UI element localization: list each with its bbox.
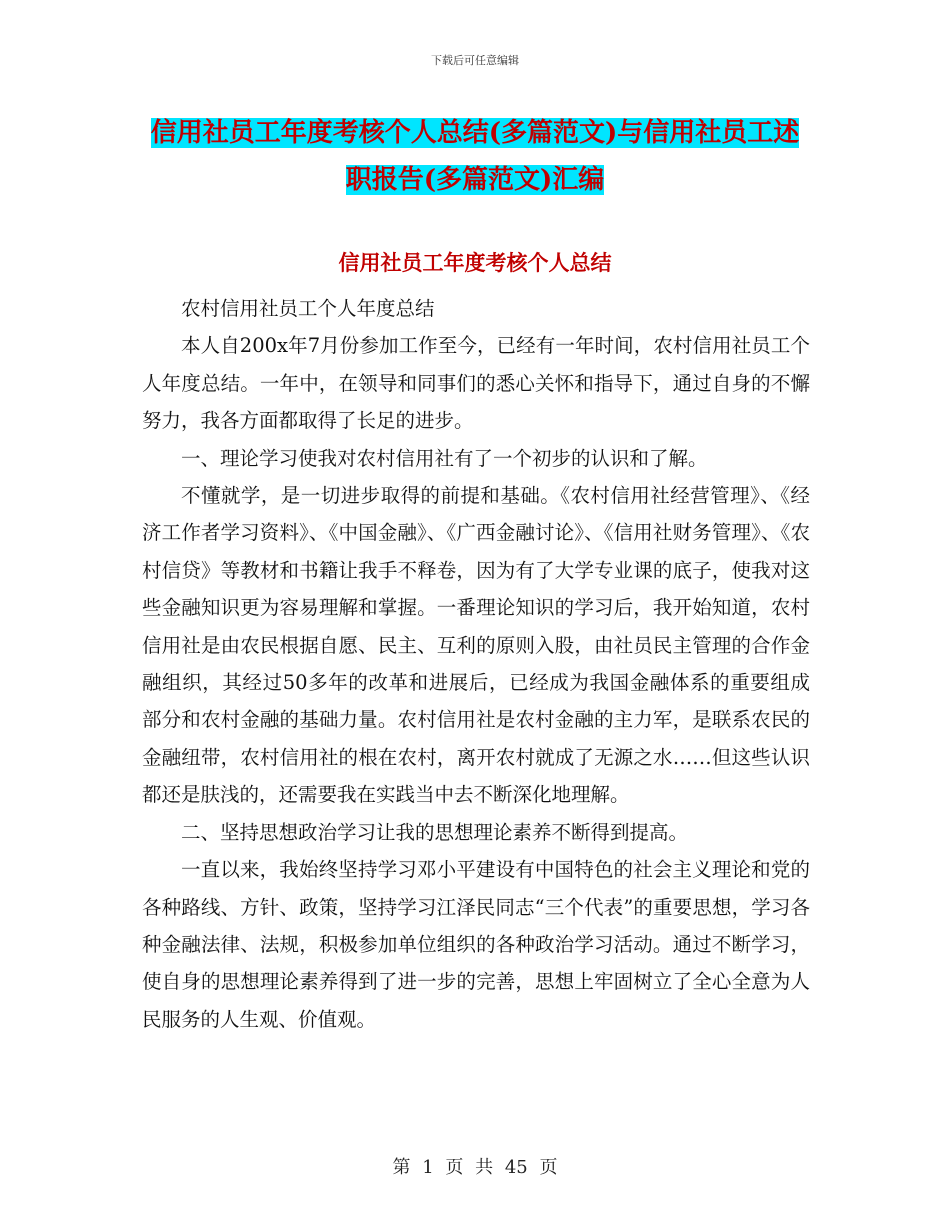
paragraph: 本人自200x年7月份参加工作至今，已经有一年时间，农村信用社员工个人年度总结。一年中，在领导和同事们的悉心关怀和指导下，通过自身的不懈努力，我各方面都取得了长足的进步。 <box>142 334 810 433</box>
page-number-footer: 第 1 页 共 45 页 <box>392 1157 558 1178</box>
paragraph: 不懂就学，是一切进步取得的前提和基础。《农村信用社经营管理》、《经济工作者学习资料》、《中国金融》、《广西金融讨论》、《信用社财务管理》、《农村信贷》等教材和书籍让我手不释卷，因为有了大学专业课的底子，使我对这些金融知识更为容易理解和掌握。一番理论知识的学习后，我开始知道，农村信用社是由农民根据自愿、民主、互利的原则入股，由社员民主管理的合作金融组织，其经过50多年的改革和进展后，已经成为我国金融体系的重要组成部分和农村金融的基础力量。农村信用社是农村金融的主力军，是联系农民的金融纽带，农村信用社的根在农村，离开农村就成了无源之水……但这些认识都还是肤浅的，还需要我在实践当中去不断深化地理解。 <box>142 484 810 807</box>
paragraph: 一直以来，我始终坚持学习邓小平建设有中国特色的社会主义理论和党的各种路线、方针、政策，坚持学习江泽民同志“三个代表”的重要思想，学习各种金融法律、法规，积极参加单位组织的各种政治学习活动。通过不断学习，使自身的思想理论素养得到了进一步的完善，思想上牢固树立了全心全意为人民服务的人生观、价值观。 <box>142 858 810 1031</box>
page-header: 下载后可任意编辑 <box>431 54 519 67</box>
paragraph: 二、坚持思想政治学习让我的思想理论素养不断得到提高。 <box>181 820 689 844</box>
section-title: 信用社员工年度考核个人总结 <box>338 250 612 275</box>
document-title <box>140 110 810 204</box>
document-title-text: 信用社员工年度考核个人总结(多篇范文)与信用社员工述职报告(多篇范文)汇编 <box>150 118 800 195</box>
paragraph: 一、理论学习使我对农村信用社有了一个初步的认识和了解。 <box>181 446 708 470</box>
paragraph: 农村信用社员工个人年度总结 <box>181 297 435 320</box>
document-body <box>142 290 810 1038</box>
